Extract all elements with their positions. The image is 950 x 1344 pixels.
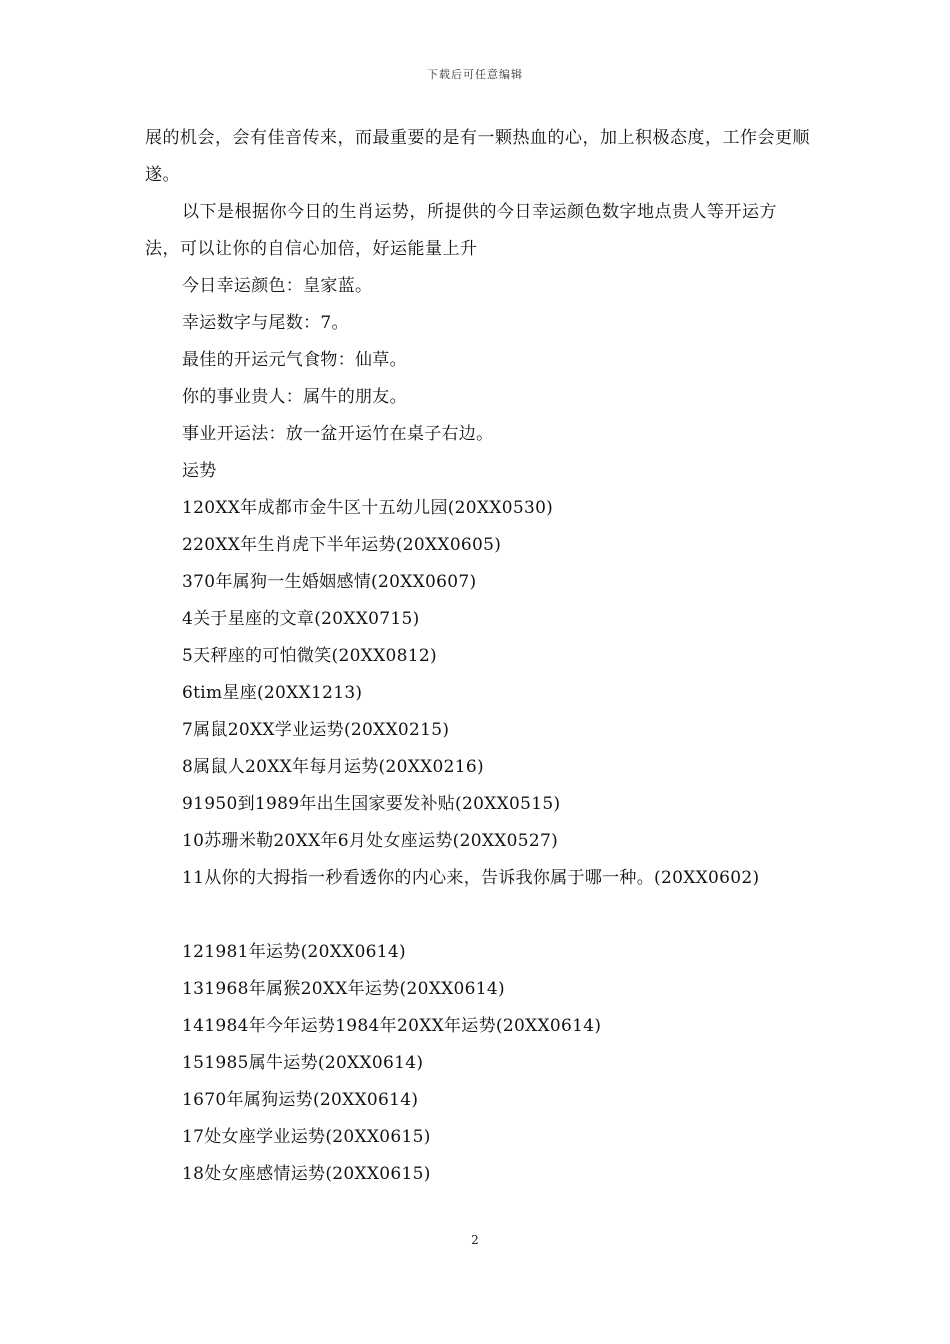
list-item: 141984年今年运势1984年20XX年运势(20XX0614): [182, 1016, 602, 1036]
list-item: 131968年属猴20XX年运势(20XX0614): [182, 979, 505, 999]
lucky-info-list: [145, 268, 810, 490]
list-item: 17处女座学业运势(20XX0615): [182, 1127, 431, 1147]
lucky-color: 今日幸运颜色：皇家蓝。: [182, 276, 373, 296]
list-item: 10苏珊米勒20XX年6月处女座运势(20XX0527): [182, 831, 559, 851]
career-patron: 你的事业贵人：属牛的朋友。: [182, 387, 407, 407]
lucky-food: 最佳的开运元气食物：仙草。: [182, 350, 407, 370]
list-item: 5天秤座的可怕微笑(20XX0812): [182, 646, 437, 666]
list-item: 120XX年成都市金牛区十五幼儿园(20XX0530): [182, 498, 554, 518]
list-item: 11从你的大拇指一秒看透你的内心来，告诉我你属于哪一种。(20XX0602): [182, 868, 760, 888]
list-item: 151985属牛运势(20XX0614): [182, 1053, 424, 1073]
blank-line: [145, 897, 810, 934]
paragraph-intro: 以下是根据你今日的生肖运势，所提供的今日幸运颜色数字地点贵人等开运方法，可以让你的自信心加倍，好运能量上升: [145, 202, 777, 259]
list-item: 121981年运势(20XX0614): [182, 942, 406, 962]
list-item: 220XX年生肖虎下半年运势(20XX0605): [182, 535, 502, 555]
list-item: 4关于星座的文章(20XX0715): [182, 609, 420, 629]
list-item: 8属鼠人20XX年每月运势(20XX0216): [182, 757, 484, 777]
list-item: 91950到1989年出生国家要发补贴(20XX0515): [182, 794, 561, 814]
list-item: 370年属狗一生婚姻感情(20XX0607): [182, 572, 477, 592]
list-item: 6tim星座(20XX1213): [182, 683, 363, 703]
page-header: 下载后可任意编辑: [427, 68, 523, 81]
paragraph-continued: 展的机会，会有佳音传来，而最重要的是有一颗热血的心，加上积极态度，工作会更顺遂。: [145, 128, 810, 185]
document-body: [145, 120, 810, 1193]
section-heading-fortune: 运势: [182, 461, 217, 481]
lucky-number: 幸运数字与尾数：7。: [182, 313, 349, 333]
list-item: 7属鼠20XX学业运势(20XX0215): [182, 720, 450, 740]
page-number: 2: [471, 1233, 479, 1247]
career-method: 事业开运法：放一盆开运竹在桌子右边。: [182, 424, 494, 444]
article-list-a: [145, 490, 810, 897]
list-item: 1670年属狗运势(20XX0614): [182, 1090, 419, 1110]
list-item: 18处女座感情运势(20XX0615): [182, 1164, 431, 1184]
article-list-b: [145, 934, 810, 1193]
